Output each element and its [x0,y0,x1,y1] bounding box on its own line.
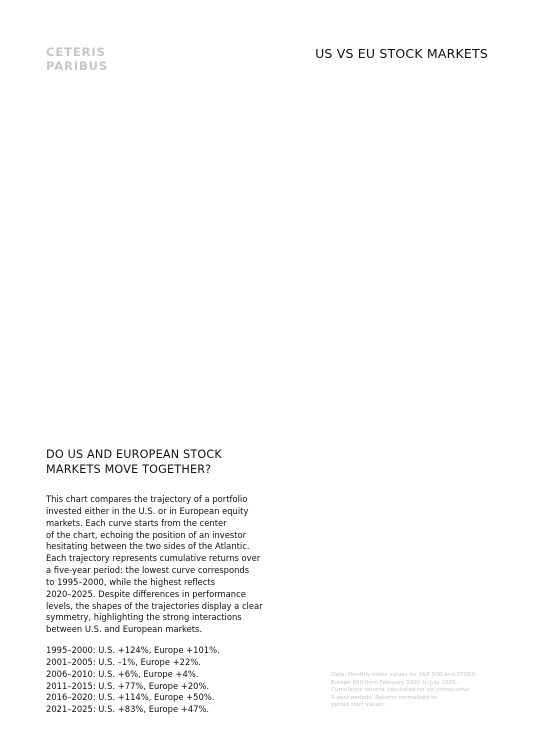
source-note-line: Data: Monthly index values for S&P 500 and STOXX [331,672,476,678]
source-note [331,672,491,710]
description-line: of the chart, echoing the position of an investor [46,529,247,540]
brand-logo-line-1: CETERIS [46,45,106,59]
returns-item: 2016–2020: U.S. +114%, Europe +50%. [46,692,215,703]
brand-logo [46,45,108,73]
description-line: 2020–2025. Despite differences in performance [46,588,246,599]
returns-item: 2006–2010: U.S. +6%, Europe +4%. [46,668,199,679]
description-line: between U.S. and European markets. [46,624,203,635]
source-note-line: period start values. [331,702,386,709]
description-line: symmetry, highlighting the strong interactions [46,612,242,623]
description-line: a five-year period: the lowest curve corresponds [46,565,250,576]
description-line: markets. Each curve starts from the center [46,517,227,528]
returns-item: 2001–2005: U.S. –1%, Europe +22%. [46,656,201,667]
returns-item: 2021–2025: U.S. +83%, Europe +47%. [46,704,210,715]
heading-line: MARKETS MOVE TOGETHER? [46,463,212,476]
description-line: hesitating between the two sides of the Atlantic. [46,541,250,552]
description-line: Each trajectory represents cumulative returns over [46,553,261,564]
document-title: US VS EU STOCK MARKETS [315,46,488,61]
description-paragraph [46,494,306,636]
description-line: This chart compares the trajectory of a portfolio [46,494,248,504]
heading-line: DO US AND EUROPEAN STOCK [46,448,222,461]
source-note-line: Europe 600 from February 1992 to July 2025. [331,679,458,686]
returns-list [46,645,246,716]
returns-item: 1995–2000: U.S. +124%, Europe +101%. [46,645,220,655]
source-note-line: Cumulative returns calculated for six consecutive [331,687,470,694]
section-heading [46,447,286,477]
brand-logo-line-2: PARIBUS [46,59,109,73]
source-note-line: 5-year periods. Returns normalized to [331,694,437,701]
description-line: levels, the shapes of the trajectories display a clear [46,600,263,611]
description-line: invested either in the U.S. or in European equity [46,505,249,516]
description-line: to 1995–2000, while the highest reflects [46,576,216,587]
returns-item: 2011–2015: U.S. +77%, Europe +20%. [46,680,210,691]
